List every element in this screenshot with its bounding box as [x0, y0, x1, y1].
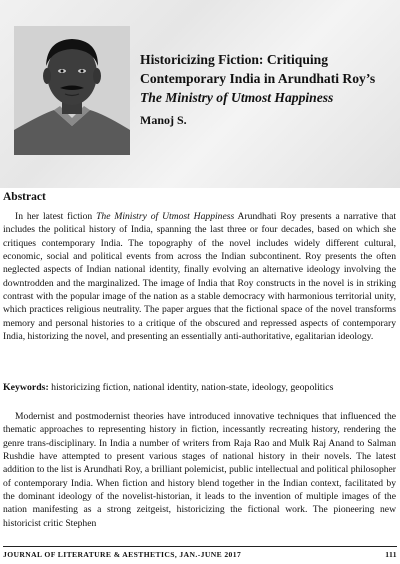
- author-photo: [14, 26, 130, 155]
- abstract-book-title: The Ministry of Utmost Happiness: [96, 211, 235, 222]
- abstract-text: Arundhati Roy presents a narrative that includes the political history of India, spanning the last three or four decades, based on which she critiques contemporary India. The topography of the novel includes widely different cultural, economic, social and political events from across the Indian subcontinent. Roy presents the often neglected aspects of Indian national identity, finally evolving an alternative ideology involving the downtrodden and the marginalized. The image of India that Roy constructs in the novel is in striking contrast with the popular image of the nation as a stable democracy with harmonious territorial unity, which practices religious neutrality. The paper argues that the fictional space of the novel transforms memory and personal histories to a critique of the obscured and repressed aspects of contemporary India, historizing the novel, and presenting an essentially anti-authoritative, egalitarian ideology.: [3, 211, 397, 343]
- page-footer: [3, 550, 397, 559]
- article-title: [140, 50, 398, 107]
- keywords-label: Keywords:: [3, 382, 49, 393]
- journal-name: JOURNAL OF LITERATURE & AESTHETICS, JAN.-JUNE 2017: [3, 550, 242, 559]
- author-name: Manoj S.: [140, 113, 187, 127]
- abstract-heading: Abstract: [3, 191, 46, 203]
- footer-rule: [3, 546, 397, 547]
- abstract-intro-before: In her latest fiction: [15, 211, 97, 222]
- author-portrait-image: [14, 26, 130, 155]
- title-line-3: The Ministry of Utmost Happiness: [140, 90, 334, 105]
- keywords-text: historicizing fiction, national identity, nation-state, ideology, geopolitics: [48, 382, 334, 393]
- abstract-paragraph: [3, 210, 396, 343]
- page-number: 111: [385, 550, 397, 559]
- body-paragraph: Modernist and postmodernist theories have introduced innovative techniques that influenced the thematic approaches to representing history in fiction, incessantly recreating history, rendering the genre trans-disciplinary. In India a number of writers from Raja Rao and Mulk Raj Anand to Salman Rushdie have attempted to present various stages of national history in their novels. The latest addition to the list is Arundhati Roy, a brilliant polemicist, public intellectual and political philosopher of contemporary India. When fiction and history blend together in the Indian context, facilitated by the dominant ideology of the novelist-historian, it leads to the invention of multiple images of the nation manifesting as a strong zeitgeist, historicizing the fictional work. The pioneering new historicist critic Stephen: [3, 411, 396, 529]
- keywords: [3, 381, 396, 394]
- title-line-1: Historicizing Fiction: Critiquing: [140, 52, 329, 67]
- title-line-2: Contemporary India in Arundhati Roy’s: [140, 71, 376, 86]
